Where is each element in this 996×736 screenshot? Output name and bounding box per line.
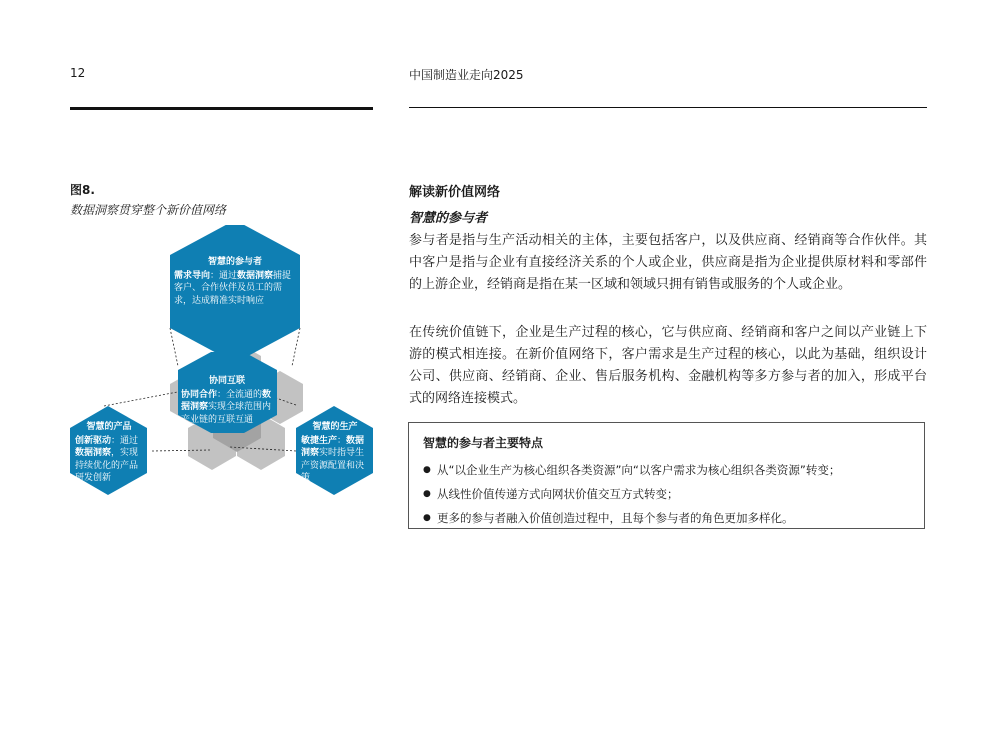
feature-list-item: ● 从“以企业生产为核心组织各类资源”向“以客户需求为核心组织各类资源”转变； (423, 458, 840, 482)
hex-pre: ：通过 (111, 435, 139, 446)
document-title: 中国制造业走向2025 (409, 68, 524, 82)
value-network-diagram (60, 225, 390, 525)
feature-box-title: 智慧的参与者主要特点 (423, 436, 544, 450)
hex-pre: ：全流通的 (217, 389, 263, 400)
figure-caption: 数据洞察贯穿整个新价值网络 (70, 203, 227, 217)
hex-keyword: 数据洞察 (181, 389, 272, 413)
feature-list (423, 458, 840, 530)
hex-rest: 实现全球范围内产业链的互联互通 (181, 402, 272, 425)
connector-line (170, 328, 178, 366)
feature-box (408, 422, 925, 529)
hex-text-participants (174, 256, 296, 307)
hex-title: 智慧的参与者 (207, 257, 262, 267)
body-paragraph-1: 参与者是指与生产活动相关的主体，主要包括客户，以及供应商、经销商等合作伙伴。其中客户是指与企业有直接经济关系的个人或企业，供应商是指为企业提供原材料和零部件的上游企业，经销商是指在某一区域和领域只拥有销售或服务的个人或企业。 (409, 233, 927, 292)
feature-list-item: ● 更多的参与者融入价值创造过程中，且每个参与者的角色更加多样化。 (423, 506, 840, 530)
hex-keyword: 数据洞察 (237, 270, 274, 281)
hex-lead: 需求导向 (174, 270, 211, 281)
hex-pre: ： (337, 435, 347, 446)
hex-title: 智慧的生产 (312, 422, 358, 432)
page-number: 12 (70, 66, 86, 80)
hex-title: 协同互联 (208, 376, 245, 386)
body-paragraph-2: 在传统价值链下，企业是生产过程的核心，它与供应商、经销商和客户之间以产业链上下游的模式相连接。在新价值网络下，客户需求是生产过程的核心，以此为基础，组织设计公司、供应商、经销商、企业、售后服务机构、金融机构等多方参与者的加入，形成平台式的网络连接模式。 (409, 325, 927, 406)
hex-lead: 协同合作 (181, 389, 218, 400)
hex-text-collab (181, 375, 273, 426)
figure-label: 图8. (70, 183, 95, 197)
subsection-title: 智慧的参与者 (409, 211, 488, 226)
header-rule-left (70, 107, 373, 110)
hex-keyword: 数据洞察 (75, 448, 112, 459)
hex-rest: ，实现持续优化的产品研发创新 (75, 448, 139, 484)
hex-title: 智慧的产品 (86, 422, 132, 432)
section-title: 解读新价值网络 (409, 185, 501, 200)
hex-rest: 实时指导生产资源配置和决策 (301, 448, 365, 484)
hex-lead: 敏捷生产 (301, 435, 338, 446)
hex-keyword: 数据洞察 (301, 435, 365, 459)
hex-text-production (301, 421, 369, 485)
hex-pre: ：通过 (210, 270, 238, 281)
hex-rest: 捕捉客户、合作伙伴及员工的需求，达成精准实时响应 (174, 270, 292, 306)
hex-lead: 创新驱动 (75, 435, 112, 446)
hex-text-product (75, 421, 143, 485)
connector-line (292, 328, 300, 366)
feature-list-item: ● 从线性价值传递方式向网状价值交互方式转变； (423, 482, 840, 506)
header-rule-right (409, 107, 927, 108)
